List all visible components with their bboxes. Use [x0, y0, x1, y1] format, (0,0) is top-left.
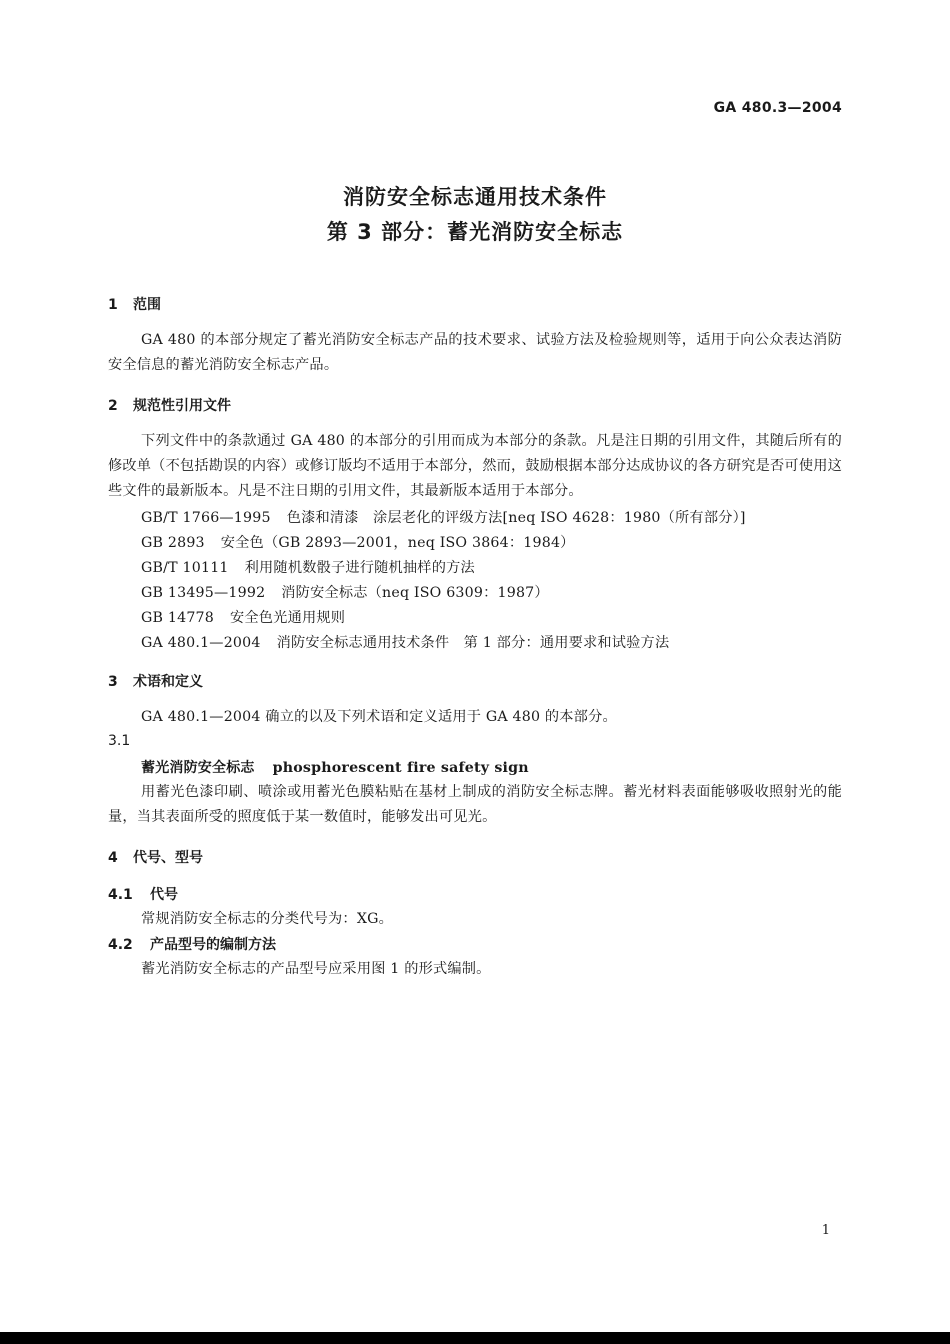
reference-code: GB 13495—1992 [141, 585, 266, 601]
reference-item [141, 532, 575, 552]
reference-item [141, 632, 669, 652]
reference-code: GB 2893 [141, 535, 205, 551]
title-line-2: 第 3 部分：蓄光消防安全标志 [326, 220, 624, 244]
reference-item [141, 507, 746, 527]
reference-code: GB/T 10111 [141, 560, 229, 576]
section-4-heading [108, 847, 203, 867]
reference-title: 色漆和清漆 涂层老化的评级方法[neq ISO 4628：1980（所有部分）] [286, 510, 746, 526]
reference-item [141, 607, 345, 627]
section-number: 3 [108, 674, 118, 690]
section-3-heading [108, 671, 203, 691]
reference-item [141, 582, 549, 602]
subsection-number: 4.2 [108, 937, 133, 953]
term-english: phosphorescent fire safety sign [272, 760, 529, 776]
standard-number: GA 480.3—2004 [713, 100, 842, 116]
reference-title: 安全色（GB 2893—2001，neq ISO 3864：1984） [220, 535, 575, 551]
section-number: 1 [108, 297, 118, 313]
section-number: 4 [108, 850, 118, 866]
subsection-4-1-text: 常规消防安全标志的分类代号为：XG。 [141, 911, 394, 927]
subsection-4-2-heading [108, 934, 276, 954]
page-number: 1 [821, 1223, 830, 1238]
subsection-number: 4.1 [108, 887, 133, 903]
reference-code: GB 14778 [141, 610, 215, 626]
section-2-paragraph: 下列文件中的条款通过 GA 480 的本部分的引用而成为本部分的条款。凡是注日期的引用文件，其随后所有的修改单（不包括勘误的内容）或修订版均不适用于本部分，然而，鼓励根据本部分达成协议的各方研究是否可使用这些文件的最新版本。凡是不注日期的引用文件，其最新版本适用于本部分。 [108, 433, 842, 499]
reference-title: 利用随机数骰子进行随机抽样的方法 [244, 560, 475, 576]
section-3-paragraph: GA 480.1—2004 确立的以及下列术语和定义适用于 GA 480 的本部分。 [141, 709, 617, 725]
title-line-1: 消防安全标志通用技术条件 [343, 185, 607, 209]
reference-title: 消防安全标志通用技术条件 第 1 部分：通用要求和试验方法 [276, 635, 670, 651]
subsection-title: 产品型号的编制方法 [150, 937, 276, 953]
term-entry [141, 757, 529, 777]
section-2-heading [108, 395, 231, 415]
term-chinese: 蓄光消防安全标志 [141, 760, 255, 776]
bottom-border [0, 1332, 950, 1344]
reference-code: GA 480.1—2004 [141, 635, 261, 651]
section-title: 术语和定义 [133, 674, 203, 690]
subsection-title: 代号 [150, 887, 178, 903]
section-number: 2 [108, 398, 118, 414]
section-1-heading [108, 294, 161, 314]
reference-item [141, 557, 475, 577]
subsection-3-1-number: 3.1 [108, 733, 131, 749]
section-title: 代号、型号 [133, 850, 203, 866]
term-definition: 用蓄光色漆印刷、喷涂或用蓄光色膜粘贴在基材上制成的消防安全标志牌。蓄光材料表面能够吸收照射光的能量，当其表面所受的照度低于某一数值时，能够发出可见光。 [108, 784, 842, 825]
section-1-paragraph: GA 480 的本部分规定了蓄光消防安全标志产品的技术要求、试验方法及检验规则等，适用于向公众表达消防安全信息的蓄光消防安全标志产品。 [108, 332, 842, 373]
subsection-4-2-text: 蓄光消防安全标志的产品型号应采用图 1 的形式编制。 [141, 961, 491, 977]
reference-title: 安全色光通用规则 [230, 610, 346, 626]
section-title: 规范性引用文件 [133, 398, 231, 414]
reference-code: GB/T 1766—1995 [141, 510, 271, 526]
section-title: 范围 [133, 297, 161, 313]
subsection-4-1-heading [108, 884, 178, 904]
reference-title: 消防安全标志（neq ISO 6309：1987） [281, 585, 549, 601]
